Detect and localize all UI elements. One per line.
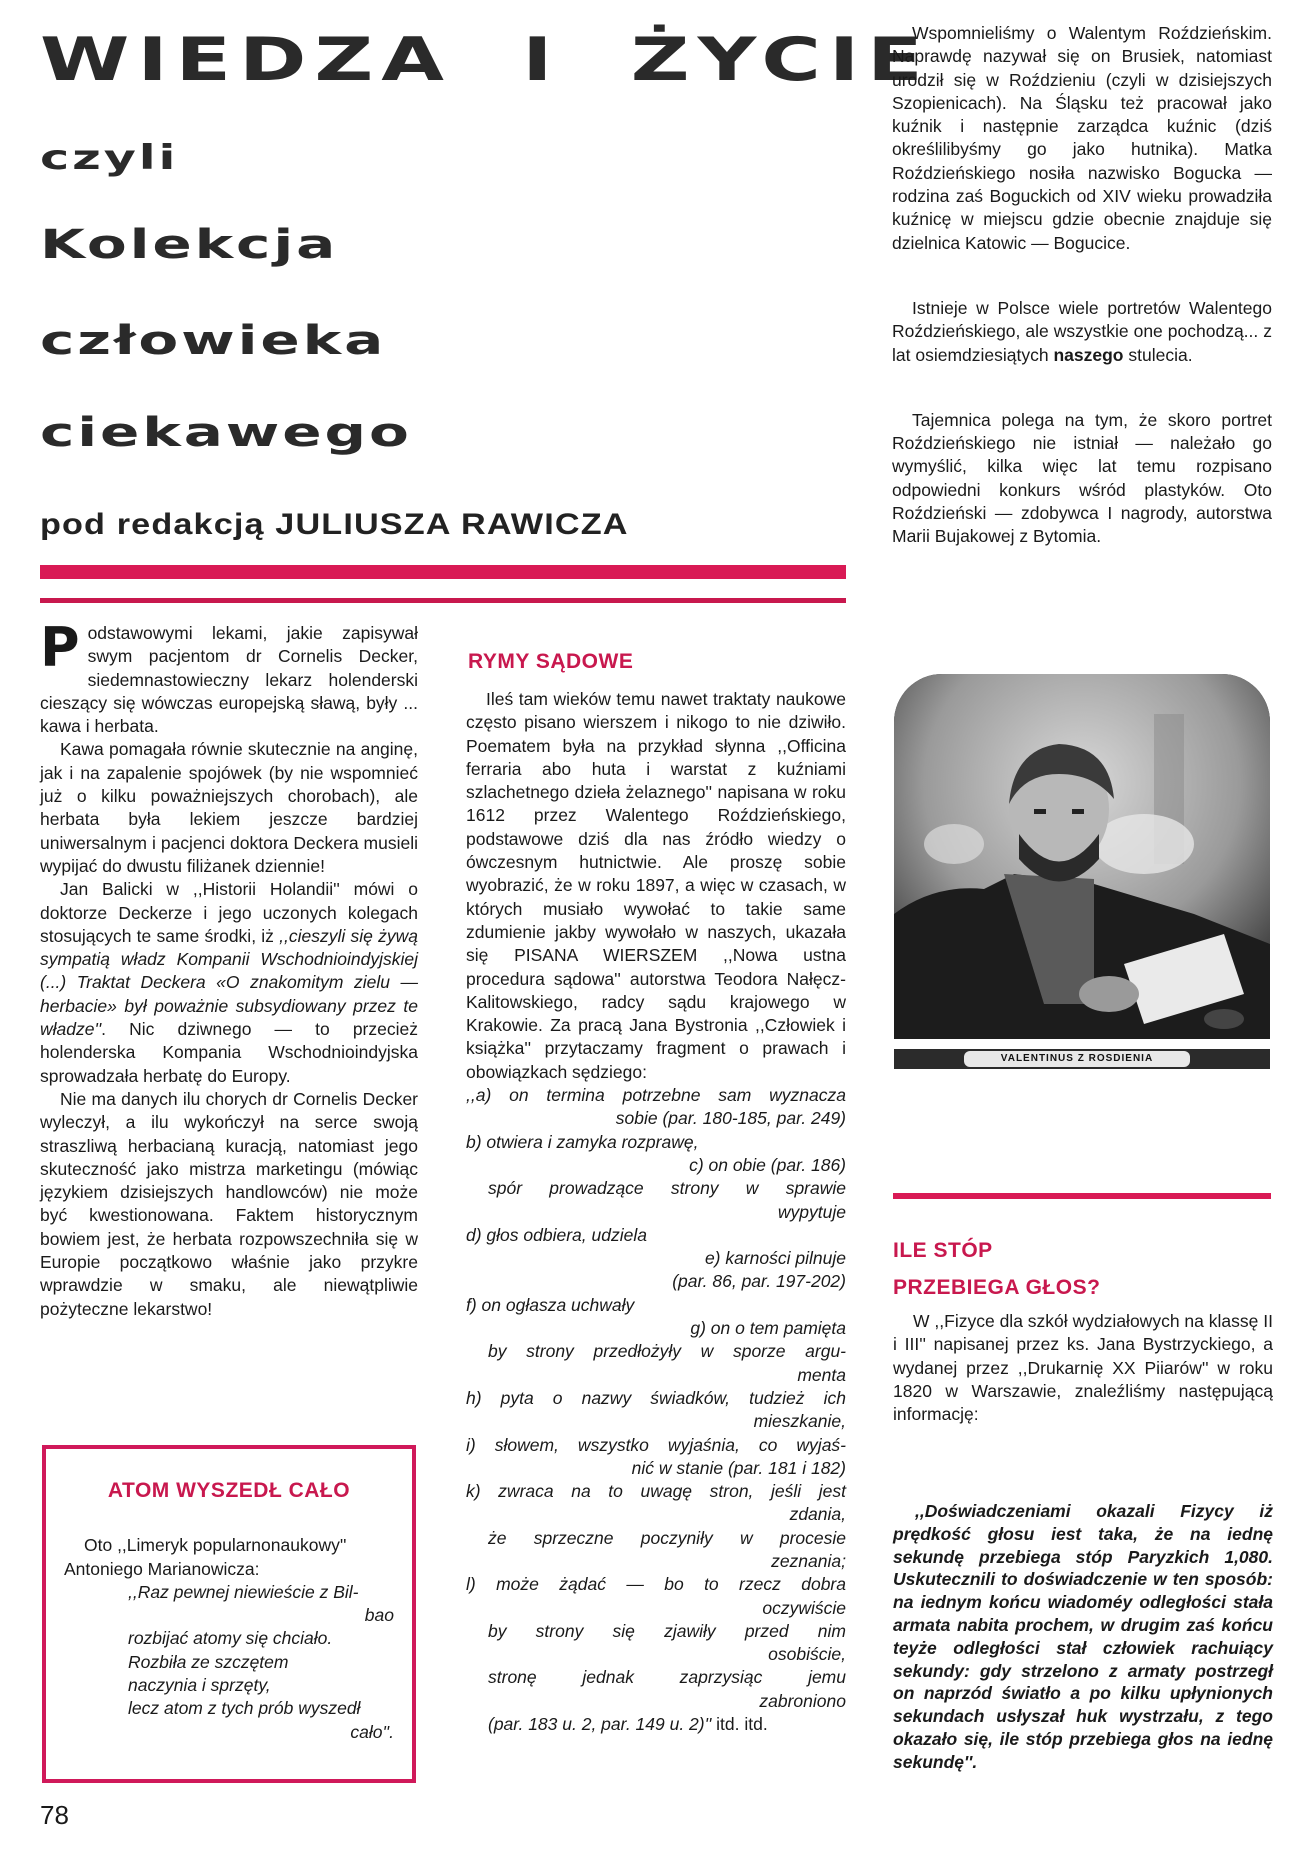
page-number: 78 <box>40 1800 69 1830</box>
verse-line: k) zwraca na to uwagę stron, jeśli jest <box>466 1481 846 1502</box>
article-rozdzienski-column <box>892 22 1272 549</box>
court-verse <box>466 1084 846 1713</box>
rymy-heading: RYMY SĄDOWE <box>468 650 634 673</box>
subtitle-line-4: ciekawego <box>40 410 412 456</box>
limerick-line: Rozbiła ze szczętem <box>128 1651 289 1672</box>
verse-line: zabroniono <box>759 1690 846 1711</box>
verse-line: nić w stanie (par. 181 i 182) <box>631 1457 846 1478</box>
verse-line: wypytuje <box>777 1201 846 1222</box>
rozdzienski-paragraph-2: Istnieje w Polsce wiele portretów Walentego Roździeńskiego, ale wszystkie one pochodzą... z lat osiemdziesiątych naszego stulecia. <box>892 297 1272 365</box>
tea-paragraph-1: Podstawowymi lekami, jakie zapisywał swym pacjentom dr Cornelis Decker, siedemnastowieczny lekarz holenderski cieszący się wówczas europejską sławą, były ... kawa i herbata. <box>40 616 418 737</box>
verse-line: zdania, <box>789 1504 846 1525</box>
tea-quote: ,,cieszyli się żywą sympatią władz Kompanii Wschodnioindyjskiej (...) Traktat Deckera «O znakomitym zielu — herbacie» był poważnie subsydiowany przez te władze'' <box>40 925 418 1040</box>
verse-line: (par. 86, par. 197-202) <box>672 1271 846 1292</box>
verse-line: spór prowadzące strony w sprawie <box>488 1178 846 1199</box>
limerick-line: naczynia i sprzęty, <box>128 1675 271 1696</box>
verse-line: e) karności pilnuje <box>704 1248 846 1269</box>
limerick-line: rozbijać atomy się chciało. <box>128 1628 333 1649</box>
article-tea-column <box>40 616 418 1321</box>
rymy-intro: Ileś tam wieków temu nawet traktaty naukowe często pisano wierszem i nikogo to nie dziwiło. Poematem była na przykład słynna ,,Officina ferraria abo huta i warstat z kuźniami szlachetnego dzieła żelaznego'' napisana w roku 1612 przez Walentego Roździeńskiego, podstawowe dziś dla nas źródło wiedzy o ówczesnym hutnictwie. Ale proszę sobie wyobrazić, że w roku 1897, a więc w czasach, w których musiało wywołać to takie same zdumienie jakby wywołało w naszych, ukazała się PISANA WIERSZEM ,,Nowa ustna procedura sądowa'' autorstwa Teodora Nałęcz-Kalitowskiego, radcy sądu krajowego w Krakowie. Za pracą Jana Bystronia ,,Człowiek i książka'' przytaczamy fragment o prawach i obowiązkach sędziego: <box>466 689 846 1082</box>
atom-intro: Oto ,,Limeryk popularnonaukowy'' Antoniego Marianowicza: <box>64 1535 347 1579</box>
limerick-line: ,,Raz pewnej niewieście z Bil- <box>128 1581 359 1602</box>
editor-byline: pod redakcją JULIUSZA RAWICZA <box>40 508 629 541</box>
magazine-section-title <box>40 25 931 95</box>
tea-paragraph-2: Kawa pomagała równie skutecznie na anginę, jak i na zapalenie spojówek (by nie wspomnieć już o kilku poważniejszych chorobach), ale herbata była lekiem jeszcze bardziej uniwersalnym i pacjenci doktora Deckera musieli wypijać do dwustu filiżanek dziennie! <box>40 739 418 876</box>
verse-line: f) on ogłasza uchwały <box>466 1294 635 1315</box>
ile-article <box>893 1310 1273 1426</box>
verse-line: mieszkanie, <box>753 1411 846 1432</box>
portrait-caption: VALENTINUS Z ROSDIENIA <box>964 1051 1190 1067</box>
right-column-divider <box>893 1193 1271 1199</box>
limerick-line: bao <box>364 1605 394 1626</box>
tea-paragraph-4: Nie ma danych ilu chorych dr Cornelis Decker wyleczył, a ilu wykończył na serce swoją straszliwą herbacianą kuracją, natomiast jego skuteczność jako mistrza marketingu (mówiąc językiem dzisiejszych handlowców) nie może być kwestionowana. Faktem historycznym bowiem jest, że herbata rozpowszechniła się w Europie początkowo właśnie jako przykre wprawdzie w smaku, ale niewątpliwie pożyteczne lekarstwo! <box>40 1088 418 1319</box>
verse-line: zeznania; <box>771 1550 846 1571</box>
ile-intro: W ,,Fizyce dla szkół wydziałowych na klassę II i III'' napisanej przez ks. Jana Bystrzyckiego, a wydanej przez ,,Drukarnię XX Piiarów'' w roku 1820 w Warszawie, znaleźliśmy następującą informację: <box>893 1311 1273 1425</box>
atom-sidebar-box <box>42 1445 416 1783</box>
verse-line: oczywiście <box>762 1597 846 1618</box>
header-divider-thick <box>40 565 846 579</box>
verse-line: h) pyta o nazwy świadków, tudzież ich <box>466 1387 846 1408</box>
subtitle-line-2: Kolekcja <box>40 222 339 268</box>
physics-quote: ,,Doświadczeniami okazali Fizycy iż prędkość głosu iest taka, że na iednę sekundę przebiega stóp Paryzkich 1,080. Uskutecznili to doświadczenie w ten sposób: na iednym końcu wiadoméy odległości stała armata nabita prochem, w drugim zaś końcu teyże odległości stał człowiek rachuiący sekundy: gdy strzelono z armaty postrzegł on naprzód światło a po kilku upłynionych sekundach usłyszał huk wystrzału, z tego okazało się, ile stóp przebiega głos na iednę sekundę''. <box>893 1501 1273 1772</box>
portrait-figure <box>894 674 1272 1074</box>
portrait-illustration <box>894 674 1270 1039</box>
header-divider-thin <box>40 598 846 603</box>
verse-line: menta <box>797 1364 846 1385</box>
title-word-wiedza: WIEDZA <box>40 25 453 95</box>
verse-line: osobiście, <box>768 1644 846 1665</box>
verse-line: by strony się zjawiły przed nim <box>488 1620 846 1641</box>
subtitle-line-1: czyli <box>40 138 179 178</box>
title-word-i: I <box>522 25 561 95</box>
ile-heading: ILE STÓP PRZEBIEGA GŁOS? <box>893 1239 1101 1299</box>
verse-line: c) on obie (par. 186) <box>689 1154 846 1175</box>
limerick <box>64 1581 394 1744</box>
verse-line: sobie (par. 180-185, par. 249) <box>615 1108 846 1129</box>
portrait-image <box>894 674 1270 1039</box>
verse-line: g) on o tem pamięta <box>690 1318 846 1339</box>
verse-line: b) otwiera i zamyka rozprawę, <box>466 1131 699 1152</box>
rozdzienski-paragraph-1: Wspomnieliśmy o Walentym Roździeńskim. Naprawdę nazywał się on Brusiek, natomiast urodził się w Roździeniu (czyli w dzisiejszych Szopienicach). Na Śląsku też pracował jako kuźnik i następnie zarządca kuźnic (dziś określilibyśmy go jako hutnika). Matka Roździeńskiego nosiła nazwisko Bogucka — rodzina zaś Boguckich od XIV wieku prowadziła kuźnicę w miejscu gdzie obecnie znajduje się dzielnica Katowic — Bogucice. <box>892 23 1272 253</box>
subtitle-line-3: człowieka <box>40 318 387 364</box>
title-word-zycie: ŻYCIE <box>630 25 931 95</box>
verse-line: i) słowem, wszystko wyjaśnia, co wyjaś- <box>466 1434 846 1455</box>
drop-cap: P <box>40 616 80 679</box>
limerick-line: cało''. <box>350 1721 394 1742</box>
court-verse-last: (par. 183 u. 2, par. 149 u. 2)'' itd. itd. <box>488 1714 768 1735</box>
verse-line: l) może żądać — bo to rzecz dobra <box>466 1574 846 1595</box>
portrait-caption-bar <box>894 1049 1270 1069</box>
limerick-line: lecz atom z tych prób wyszedł <box>128 1698 361 1719</box>
verse-line: by strony przedłożyły w sporze argu- <box>488 1341 846 1362</box>
verse-line: że sprzeczne poczyniły w procesie <box>488 1527 846 1548</box>
verse-line: d) głos odbiera, udziela <box>466 1224 647 1245</box>
verse-line: stronę jednak zaprzysiąc jemu <box>488 1667 846 1688</box>
article-rymy-column <box>466 688 846 1736</box>
rozdzienski-paragraph-3: Tajemnica polega na tym, że skoro portret Roździeńskiego nie istniał — należało go wymyślić, kilka więc lat temu rozpisano odpowiedni konkurs wśród plastyków. Oto Roździeński — zdobywca I nagrody, autorstwa Marii Bujakowej z Bytomia. <box>892 409 1272 547</box>
tea-paragraph-3: Jan Balicki w ,,Historii Holandii'' mówi o doktorze Deckerze i jego uczonych kolegach stosujących te same środki, iż ,,cieszyli się żywą sympatią władz Kompanii Wschodnioindyjskiej (...) Traktat Deckera «O znakomitym zielu — herbacie» był poważnie subsydiowany przez te władze''. Nic dziwnego — to przecież holenderska Kompania Wschodnioindyjska sprowadzała herbatę do Europy. <box>40 879 418 1086</box>
verse-line: ,,a) on termina potrzebne sam wyznacza <box>466 1085 846 1106</box>
atom-heading: ATOM WYSZEDŁ CAŁO <box>107 1479 351 1502</box>
